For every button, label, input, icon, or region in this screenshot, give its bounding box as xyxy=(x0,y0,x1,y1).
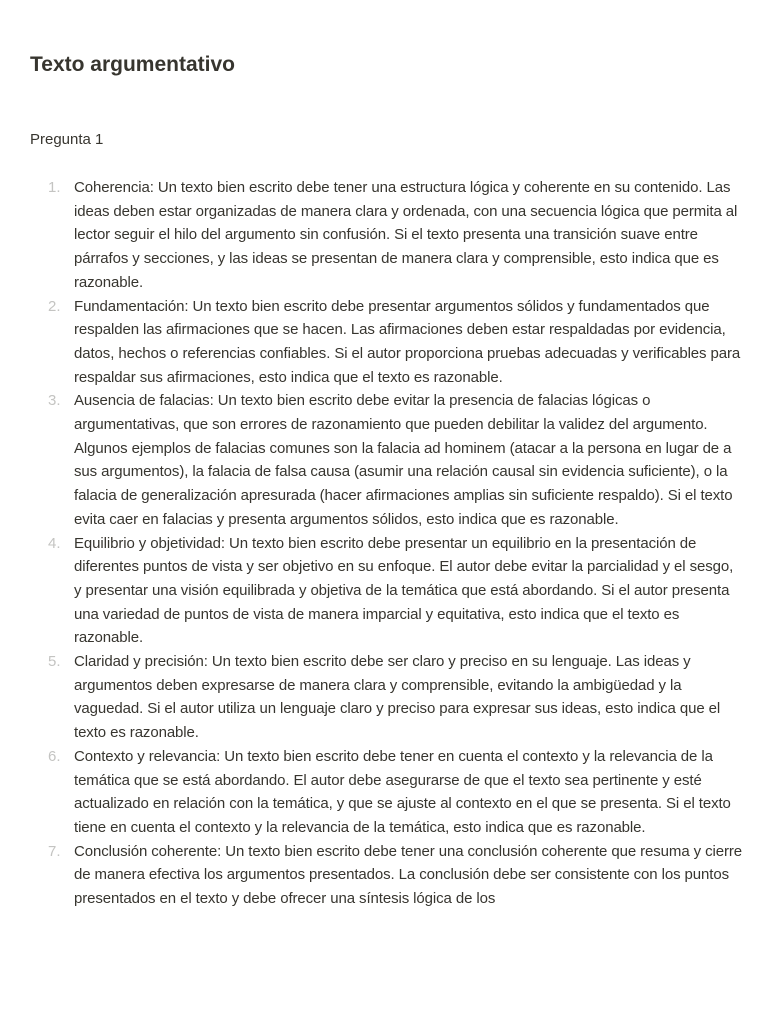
list-item xyxy=(30,650,742,745)
list-item-number: 1. xyxy=(48,179,61,196)
list-item xyxy=(30,745,742,840)
list-item xyxy=(30,176,742,295)
list-item xyxy=(30,840,742,911)
list-item-number: 5. xyxy=(48,653,61,671)
list-item-number: 3. xyxy=(48,392,61,410)
page-title: Texto argumentativo xyxy=(30,53,235,76)
list-item-text: Fundamentación: Un texto bien escrito debe presentar argumentos sólidos y fundamentados que respalden las afirmaciones que se hacen. Las afirmaciones deben estar respaldadas por evidencia, datos, hechos o referencias confiables. Si el autor proporciona pruebas adecuadas y verificables para respaldar sus afirmaciones, esto indica que el texto es razonable. xyxy=(74,297,741,386)
list-item-number: 6. xyxy=(48,747,61,765)
list-item-text: Claridad y precisión: Un texto bien escrito debe ser claro y preciso en su lenguaje. Las ideas y argumentos deben expresarse de manera clara y comprensible, evitando la ambigüedad y la vaguedad. Si el autor utiliza un lenguaje claro y preciso para expresar sus ideas, esto indica que el texto es razonable. xyxy=(74,653,721,742)
list-item xyxy=(30,389,742,531)
list-item xyxy=(30,532,742,651)
question-label: Pregunta 1 xyxy=(30,131,104,148)
list-item-text: Ausencia de falacias: Un texto bien escrito debe evitar la presencia de falacias lógicas o argumentativas, que son errores de razonamiento que pueden debilitar la validez del argumento. Algunos ejemplos de falacias comunes son la falacia ad hominem (atacar a la persona en lugar de a sus argumentos), la falacia de falsa causa (asumir una relación causal sin evidencia suficiente), o la falacia de generalización apresurada (hacer afirmaciones amplias sin suficiente respaldo). Si el texto evita caer en falacias y presenta argumentos sólidos, esto indica que es razonable. xyxy=(74,392,733,528)
numbered-list xyxy=(30,176,742,911)
list-item-text: Conclusión coherente: Un texto bien escrito debe tener una conclusión coherente que resuma y cierre de manera efectiva los argumentos presentados. La conclusión debe ser consistente con los puntos presentados en el texto y debe ofrecer una síntesis lógica de los xyxy=(74,842,743,908)
list-item-number: 7. xyxy=(48,842,61,860)
list-item-text: Coherencia: Un texto bien escrito debe tener una estructura lógica y coherente en su contenido. Las ideas deben estar organizadas de manera clara y ordenada, con una secuencia lógica que permita al lector seguir el hilo del argumento sin confusión. Si el texto presenta una transición suave entre párrafos y secciones, y las ideas se presentan de manera clara y comprensible, esto indica que es razonable. xyxy=(74,179,738,291)
list-item-text: Contexto y relevancia: Un texto bien escrito debe tener en cuenta el contexto y la relevancia de la temática que se está abordando. El autor debe asegurarse de que el texto sea pertinente y esté actualizado en relación con la temática, y que se ajuste al contexto en el que se presenta. Si el texto tiene en cuenta el contexto y la relevancia de la temática, esto indica que es razonable. xyxy=(74,747,731,836)
list-item-number: 2. xyxy=(48,297,61,315)
list-item-number: 4. xyxy=(48,534,61,552)
list-item-text: Equilibrio y objetividad: Un texto bien escrito debe presentar un equilibrio en la presentación de diferentes puntos de vista y ser objetivo en su enfoque. El autor debe evitar la parcialidad y el sesgo, y presentar una visión equilibrada y objetiva de la temática que está abordando. Si el autor presenta una variedad de puntos de vista de manera imparcial y equitativa, esto indica que el texto es razonable. xyxy=(74,534,734,647)
list-item xyxy=(30,295,742,390)
